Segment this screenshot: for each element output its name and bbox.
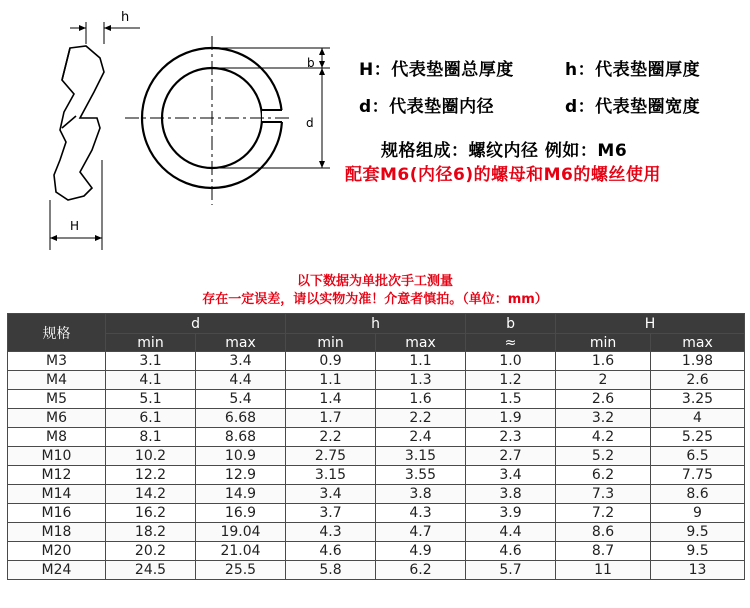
- value-cell: 1.1: [376, 352, 466, 371]
- table-row: [8, 542, 745, 561]
- value-cell: 5.1: [106, 390, 196, 409]
- value-cell: 2.2: [286, 428, 376, 447]
- table-row: [8, 523, 745, 542]
- value-cell: 1.6: [556, 352, 651, 371]
- table-row: [8, 504, 745, 523]
- subheader-b-approx: ≈: [466, 334, 556, 352]
- spring-washer-drawing: [0, 0, 340, 255]
- value-cell: 4.7: [376, 523, 466, 542]
- value-cell: 9.5: [651, 542, 745, 561]
- value-cell: 3.25: [651, 390, 745, 409]
- value-cell: 8.1: [106, 428, 196, 447]
- value-cell: 4.4: [466, 523, 556, 542]
- value-cell: 3.4: [196, 352, 286, 371]
- value-cell: 21.04: [196, 542, 286, 561]
- value-cell: 8.68: [196, 428, 286, 447]
- value-cell: 1.9: [466, 409, 556, 428]
- value-cell: 10.2: [106, 447, 196, 466]
- value-cell: 14.9: [196, 485, 286, 504]
- table-row: [8, 447, 745, 466]
- value-cell: 4.6: [466, 542, 556, 561]
- value-cell: 5.25: [651, 428, 745, 447]
- value-cell: 2.2: [376, 409, 466, 428]
- value-cell: 12.9: [196, 466, 286, 485]
- spec-table-body: [8, 352, 745, 580]
- table-row: [8, 428, 745, 447]
- value-cell: 4.1: [106, 371, 196, 390]
- value-cell: 1.0: [466, 352, 556, 371]
- header-d: d: [106, 314, 286, 334]
- value-cell: 2.4: [376, 428, 466, 447]
- value-cell: 2.75: [286, 447, 376, 466]
- value-cell: 18.2: [106, 523, 196, 542]
- value-cell: 2: [556, 371, 651, 390]
- value-cell: 2.3: [466, 428, 556, 447]
- value-cell: 20.2: [106, 542, 196, 561]
- value-cell: 3.7: [286, 504, 376, 523]
- header-spec: 规格: [8, 314, 106, 352]
- table-row: [8, 352, 745, 371]
- header-h: h: [286, 314, 466, 334]
- value-cell: 3.15: [286, 466, 376, 485]
- spec-cell: M3: [8, 352, 106, 371]
- value-cell: 3.15: [376, 447, 466, 466]
- value-cell: 5.8: [286, 561, 376, 580]
- value-cell: 9: [651, 504, 745, 523]
- value-cell: 6.5: [651, 447, 745, 466]
- value-cell: 1.1: [286, 371, 376, 390]
- value-cell: 3.55: [376, 466, 466, 485]
- spec-cell: M24: [8, 561, 106, 580]
- value-cell: 24.5: [106, 561, 196, 580]
- header-H: H: [556, 314, 745, 334]
- spec-cell: M18: [8, 523, 106, 542]
- spec-cell: M10: [8, 447, 106, 466]
- value-cell: 19.04: [196, 523, 286, 542]
- spec-cell: M8: [8, 428, 106, 447]
- table-row: [8, 390, 745, 409]
- label-b: b: [307, 56, 315, 70]
- legend-usage-note: 配套M6(内径6)的螺母和M6的螺丝使用: [345, 165, 661, 185]
- table-row: [8, 485, 745, 504]
- spec-cell: M6: [8, 409, 106, 428]
- value-cell: 4.3: [286, 523, 376, 542]
- value-cell: 3.9: [466, 504, 556, 523]
- value-cell: 8.6: [651, 485, 745, 504]
- value-cell: 5.2: [556, 447, 651, 466]
- subheader-d-max: max: [196, 334, 286, 352]
- value-cell: 3.2: [556, 409, 651, 428]
- value-cell: 4.4: [196, 371, 286, 390]
- spec-cell: M20: [8, 542, 106, 561]
- value-cell: 4.6: [286, 542, 376, 561]
- legend: [345, 0, 745, 200]
- table-row: [8, 561, 745, 580]
- value-cell: 1.5: [466, 390, 556, 409]
- value-cell: 8.6: [556, 523, 651, 542]
- value-cell: 14.2: [106, 485, 196, 504]
- subheader-h-max: max: [376, 334, 466, 352]
- value-cell: 7.2: [556, 504, 651, 523]
- value-cell: 3.4: [466, 466, 556, 485]
- value-cell: 2.6: [556, 390, 651, 409]
- value-cell: 2.6: [651, 371, 745, 390]
- washer-side-view: [54, 46, 104, 200]
- value-cell: 1.6: [376, 390, 466, 409]
- value-cell: 13: [651, 561, 745, 580]
- spec-cell: M12: [8, 466, 106, 485]
- value-cell: 25.5: [196, 561, 286, 580]
- label-d: d: [306, 116, 314, 130]
- value-cell: 3.4: [286, 485, 376, 504]
- value-cell: 5.4: [196, 390, 286, 409]
- subheader-H-max: max: [651, 334, 745, 352]
- value-cell: 4.9: [376, 542, 466, 561]
- value-cell: 9.5: [651, 523, 745, 542]
- legend-inner-diameter: d：代表垫圈内径: [359, 97, 495, 117]
- header-b: b: [466, 314, 556, 334]
- value-cell: 3.1: [106, 352, 196, 371]
- table-row: [8, 466, 745, 485]
- value-cell: 6.68: [196, 409, 286, 428]
- value-cell: 6.2: [376, 561, 466, 580]
- value-cell: 4.3: [376, 504, 466, 523]
- value-cell: 6.1: [106, 409, 196, 428]
- value-cell: 6.2: [556, 466, 651, 485]
- legend-thickness: h：代表垫圈厚度: [565, 60, 701, 80]
- value-cell: 4.2: [556, 428, 651, 447]
- table-row: [8, 409, 745, 428]
- legend-spec-composition: 规格组成：螺纹内径 例如：M6: [381, 141, 628, 161]
- spec-cell: M4: [8, 371, 106, 390]
- label-H: H: [70, 219, 80, 233]
- value-cell: 2.7: [466, 447, 556, 466]
- value-cell: 10.9: [196, 447, 286, 466]
- value-cell: 5.7: [466, 561, 556, 580]
- value-cell: 16.9: [196, 504, 286, 523]
- subheader-H-min: min: [556, 334, 651, 352]
- label-h: h: [121, 10, 130, 25]
- value-cell: 1.4: [286, 390, 376, 409]
- value-cell: 4: [651, 409, 745, 428]
- value-cell: 8.7: [556, 542, 651, 561]
- value-cell: 16.2: [106, 504, 196, 523]
- value-cell: 3.8: [376, 485, 466, 504]
- value-cell: 1.2: [466, 371, 556, 390]
- spec-table: [7, 313, 745, 580]
- value-cell: 11: [556, 561, 651, 580]
- notice-tolerance-unit: 存在一定误差，请以实物为准！介意者慎拍。（单位：mm）: [202, 292, 548, 307]
- value-cell: 1.3: [376, 371, 466, 390]
- table-row: [8, 371, 745, 390]
- value-cell: 7.3: [556, 485, 651, 504]
- value-cell: 3.8: [466, 485, 556, 504]
- value-cell: 12.2: [106, 466, 196, 485]
- subheader-h-min: min: [286, 334, 376, 352]
- value-cell: 1.98: [651, 352, 745, 371]
- subheader-d-min: min: [106, 334, 196, 352]
- value-cell: 0.9: [286, 352, 376, 371]
- legend-width: d：代表垫圈宽度: [565, 97, 701, 117]
- notice-manual-measurement: 以下数据为单批次手工测量: [296, 274, 453, 289]
- spec-cell: M16: [8, 504, 106, 523]
- spec-cell: M5: [8, 390, 106, 409]
- legend-total-thickness: H：代表垫圈总厚度: [359, 60, 514, 80]
- value-cell: 7.75: [651, 466, 745, 485]
- value-cell: 1.7: [286, 409, 376, 428]
- spec-cell: M14: [8, 485, 106, 504]
